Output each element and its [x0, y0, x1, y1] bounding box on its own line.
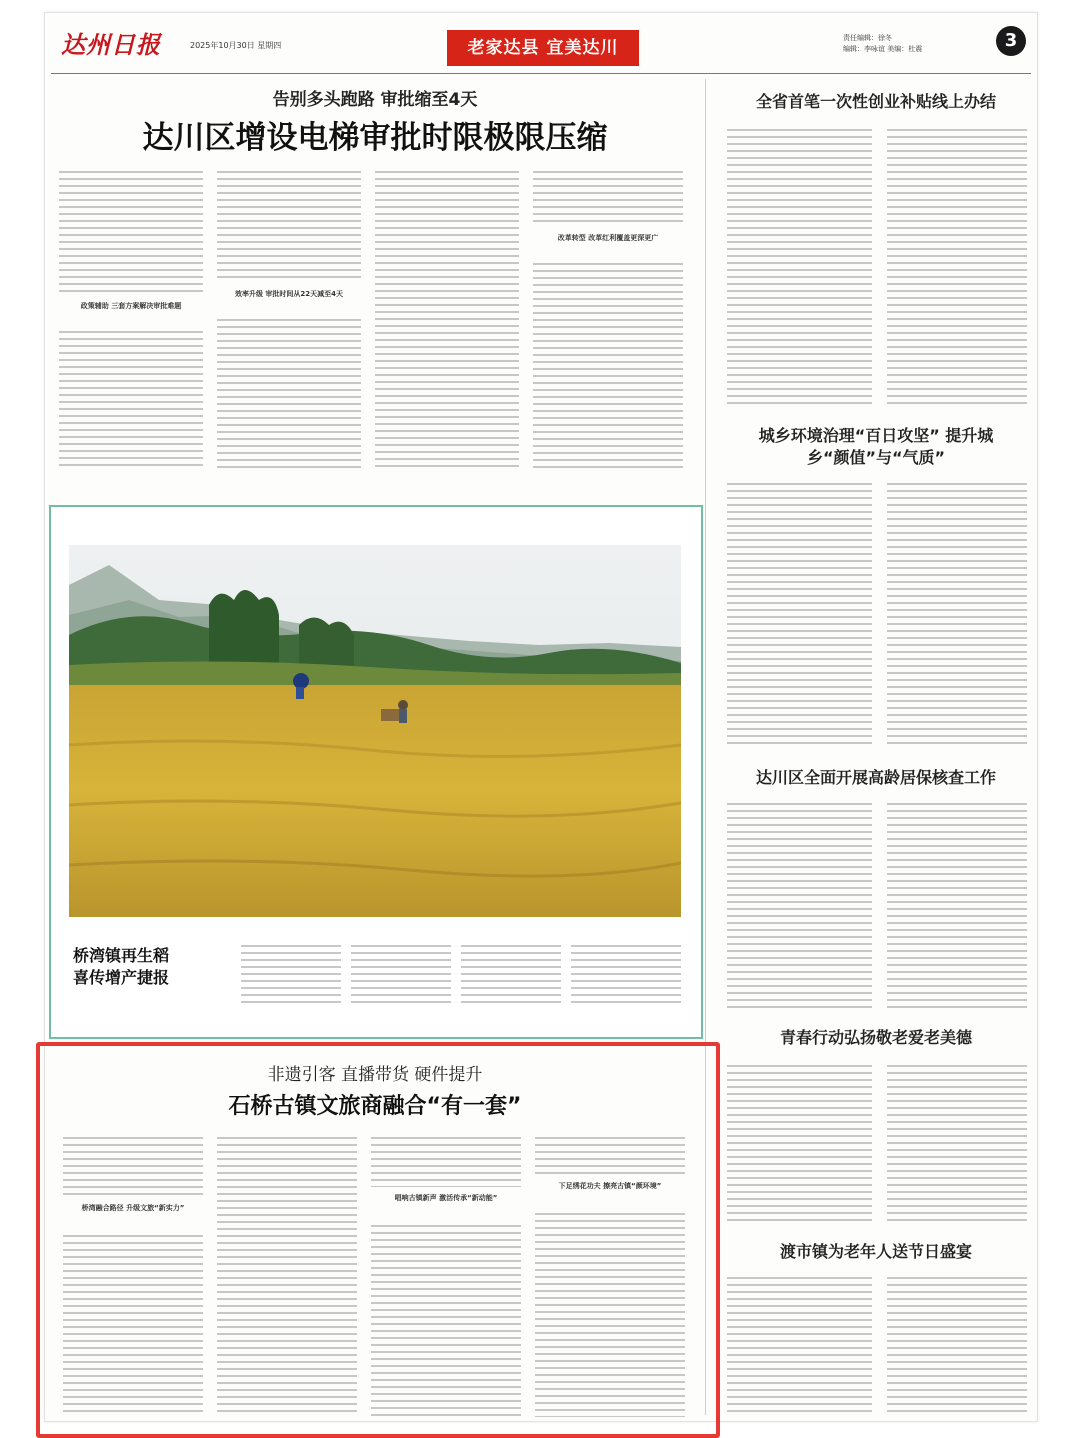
body-text-column — [59, 171, 203, 297]
body-text-column — [727, 483, 872, 745]
body-text-column — [217, 319, 361, 471]
feature-subhead-1: 桥湾融合路径 升级文旅“新实力” — [81, 1204, 185, 1212]
lead-headline: 达川区增设电梯审批时限极限压缩 — [142, 120, 608, 156]
lead-kicker: 告别多头跑路 审批缩至4天 — [272, 90, 478, 110]
masthead — [45, 13, 1037, 71]
body-text-column — [371, 1225, 521, 1417]
body-text-column — [533, 263, 683, 471]
photo-story — [49, 505, 703, 1039]
lead-subhead-2: 政策辅助 三套方案解决审批难题 — [80, 302, 182, 310]
body-text-column — [535, 1137, 685, 1175]
body-text-column — [217, 1137, 357, 1417]
newspaper-logo: 达州日报 — [61, 30, 161, 59]
side-headline-1: 全省首笔一次性创业补贴线上办结 — [755, 92, 996, 111]
body-text-column — [375, 171, 519, 471]
editor-line: 编辑：李咏谊 美编：杜震 — [843, 45, 923, 53]
lead-subhead-1: 改革转型 改革红利覆盖更深更广 — [557, 234, 659, 242]
newspaper-page — [44, 12, 1038, 1422]
body-text-column — [727, 1065, 872, 1225]
side-headline-2: 城乡环境治理“百日攻坚” 提升城乡“颜值”与“气质” — [758, 426, 994, 467]
caption-line: 桥湾镇再生稻 — [73, 946, 170, 965]
header-divider — [51, 73, 1031, 74]
feature-kicker: 非遗引客 直播带货 硬件提升 — [267, 1065, 483, 1085]
caption-line: 喜传增产捷报 — [73, 968, 170, 987]
rice-field-illustration — [69, 545, 681, 917]
body-text-column — [727, 1277, 872, 1415]
side-headline-5: 渡市镇为老年人送节日盛宴 — [779, 1242, 972, 1261]
photo-caption-text — [571, 945, 681, 1003]
body-text-column — [727, 129, 872, 409]
feature-subhead-3: 下足绣花功夫 擦亮古镇“颜环境” — [558, 1182, 662, 1190]
editor-line: 责任编辑：徐冬 — [843, 34, 892, 42]
page-number: 3 — [996, 26, 1026, 56]
body-text-column — [887, 129, 1027, 409]
body-text-column — [59, 331, 203, 471]
side-headline-4: 青春行动弘扬敬老爱老美德 — [779, 1028, 972, 1047]
photo-caption-text — [461, 945, 561, 1003]
body-text-column — [533, 171, 683, 227]
section-banner: 老家达县 宜美达川 — [447, 30, 639, 66]
body-text-column — [727, 803, 872, 1011]
body-text-column — [371, 1137, 521, 1187]
feature-subhead-2: 唱响古镇新声 激活传承“新动能” — [394, 1194, 498, 1202]
body-text-column — [887, 1065, 1027, 1225]
body-text-column — [535, 1213, 685, 1417]
body-text-column — [887, 483, 1027, 745]
editor-credits — [843, 33, 922, 55]
body-text-column — [887, 803, 1027, 1011]
body-text-column — [63, 1137, 203, 1197]
side-headline-3: 达川区全面开展高龄居保核查工作 — [755, 768, 996, 787]
body-text-column — [887, 1277, 1027, 1415]
photo-caption-text — [351, 945, 451, 1003]
feature-headline: 石桥古镇文旅商融合“有一套” — [228, 1094, 522, 1119]
rice-field-photo — [69, 545, 681, 917]
issue-date: 2025年10月30日 星期四 — [190, 41, 282, 50]
lead-subhead-3: 效率升级 审批时间从22天减至4天 — [234, 290, 344, 298]
photo-caption-title — [73, 945, 169, 989]
photo-caption-text — [241, 945, 341, 1003]
body-text-column — [63, 1235, 203, 1417]
body-text-column — [217, 171, 361, 283]
